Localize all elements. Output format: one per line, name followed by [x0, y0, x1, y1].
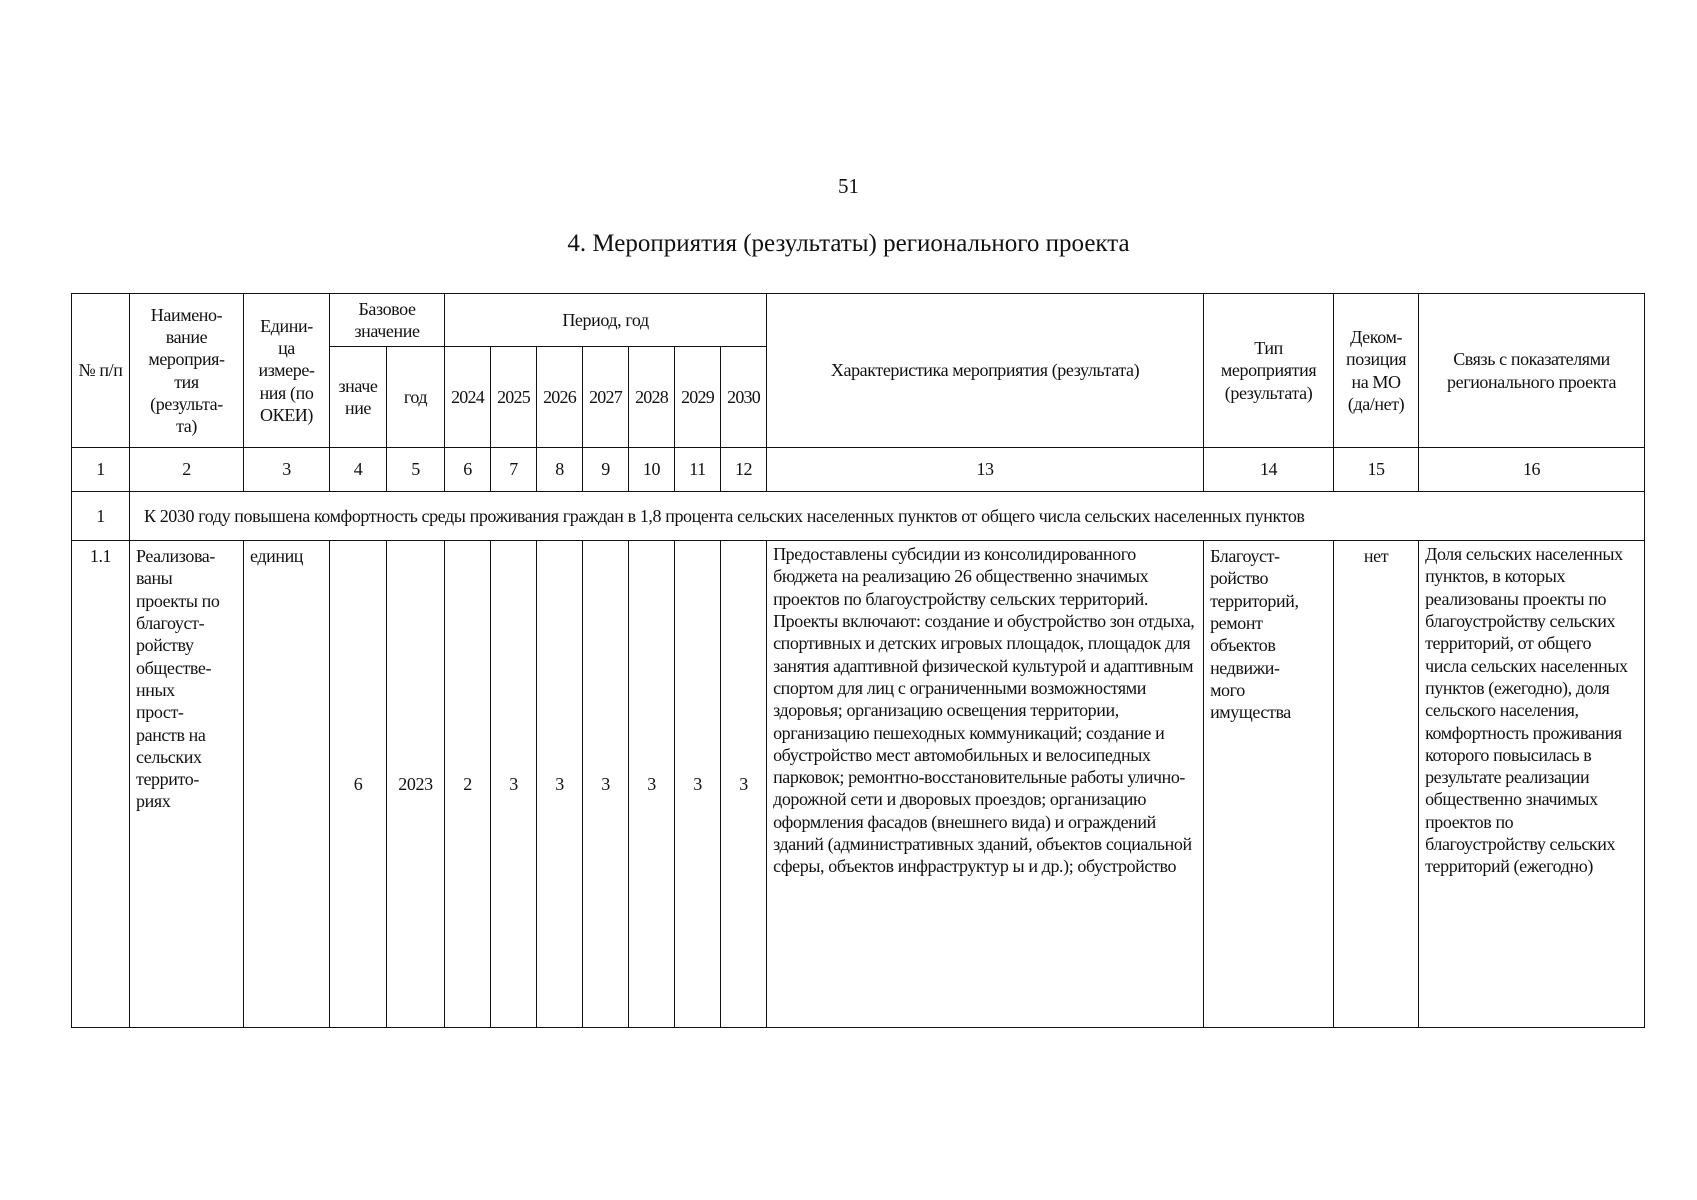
column-number: 1 [72, 448, 130, 492]
column-numbers-row [72, 448, 1645, 492]
column-number: 12 [721, 448, 767, 492]
column-number: 7 [491, 448, 537, 492]
column-number: 10 [629, 448, 675, 492]
indicator-link: Доля сельских населенных пунктов, в которых реализованы проекты по благоустройству сельских территорий, от общего числа сельских населенных пунктов (ежегодно), доля сельского населения, комфортность проживания которого повысилась в результате реализации общественно значимых проектов по благоустройству сельских территорий (ежегодно) [1419, 541, 1645, 1028]
header-year: 2027 [583, 347, 629, 448]
header-type: Тип мероприятия (результата) [1204, 294, 1334, 448]
year-value: 3 [537, 541, 583, 1028]
year-value: 3 [721, 541, 767, 1028]
header-year: 2028 [629, 347, 675, 448]
column-number: 16 [1419, 448, 1645, 492]
column-number: 8 [537, 448, 583, 492]
header-num: № п/п [72, 294, 130, 448]
decomposition: нет [1334, 541, 1419, 1028]
column-number: 13 [767, 448, 1204, 492]
header-year: 2024 [445, 347, 491, 448]
goal-row [72, 492, 1645, 541]
header-year: 2026 [537, 347, 583, 448]
column-number: 2 [130, 448, 244, 492]
goal-number: 1 [72, 492, 130, 541]
measure-type: Благоуст- ройство территорий, ремонт объектов недвижи- мого имущества [1204, 541, 1334, 1028]
column-number: 9 [583, 448, 629, 492]
measure-characteristic: Предоставлены субсидии из консолидированного бюджета на реализацию 26 общественно значимых проектов по благоустройству сельских территорий. Проекты включают: создание и обустройство зон отдыха, спортивных и детских игровых площадок, площадок для занятия адаптивной физической культурой и адаптивным спортом для лиц с ограниченными возможностями здоровья; организацию освещения территории, организацию пешеходных коммуникаций; создание и обустройство мест автомобильных и велосипедных парковок; ремонтно-восстановительные работы улично-дорожной сети и дворовых проездов; организацию оформления фасадов (внешнего вида) и ограждений зданий (административных зданий, объектов социальной сферы, объектов инфраструктур ы и др.); обустройство [767, 541, 1204, 1028]
measure-name: Реализова- ваны проекты по благоуст- ройству обществе- нных прост- ранств на сельских террито- риях [130, 541, 244, 1028]
column-number: 3 [244, 448, 330, 492]
year-value: 3 [675, 541, 721, 1028]
header-year: 2030 [721, 347, 767, 448]
base-year: 2023 [387, 541, 445, 1028]
column-number: 4 [330, 448, 387, 492]
header-base-group: Базовое значение [330, 294, 445, 347]
year-value: 3 [491, 541, 537, 1028]
page-number: 51 [838, 174, 859, 198]
year-value: 3 [629, 541, 675, 1028]
header-period-group: Период, год [445, 294, 767, 347]
year-value: 3 [583, 541, 629, 1028]
header-year: 2029 [675, 347, 721, 448]
header-row-1 [72, 294, 1645, 347]
base-value: 6 [330, 541, 387, 1028]
header-link: Связь с показателями регионального проекта [1419, 294, 1645, 448]
header-unit: Едини- ца измере- ния (по ОКЕИ) [244, 294, 330, 448]
column-number: 14 [1204, 448, 1334, 492]
column-number: 6 [445, 448, 491, 492]
row-number: 1.1 [72, 541, 130, 1028]
header-characteristic: Характеристика мероприятия (результата) [767, 294, 1204, 448]
column-number: 5 [387, 448, 445, 492]
header-base-year: год [387, 347, 445, 448]
header-decomposition: Деком- позиция на МО (да/нет) [1334, 294, 1419, 448]
header-year: 2025 [491, 347, 537, 448]
header-base-value: значе ние [330, 347, 387, 448]
column-number: 11 [675, 448, 721, 492]
unit: единиц [244, 541, 330, 1028]
year-value: 2 [445, 541, 491, 1028]
goal-text: К 2030 году повышена комфортность среды проживания граждан в 1,8 процента сельских населенных пунктов от общего числа сельских населенных пунктов [130, 492, 1645, 541]
column-number: 15 [1334, 448, 1419, 492]
section-title: 4. Мероприятия (результаты) регионального проекта [567, 230, 1130, 257]
measures-table [71, 293, 1645, 1028]
header-name: Наимено- вание мероприя- тия (результа- та) [130, 294, 244, 448]
table-row [72, 541, 1645, 1028]
